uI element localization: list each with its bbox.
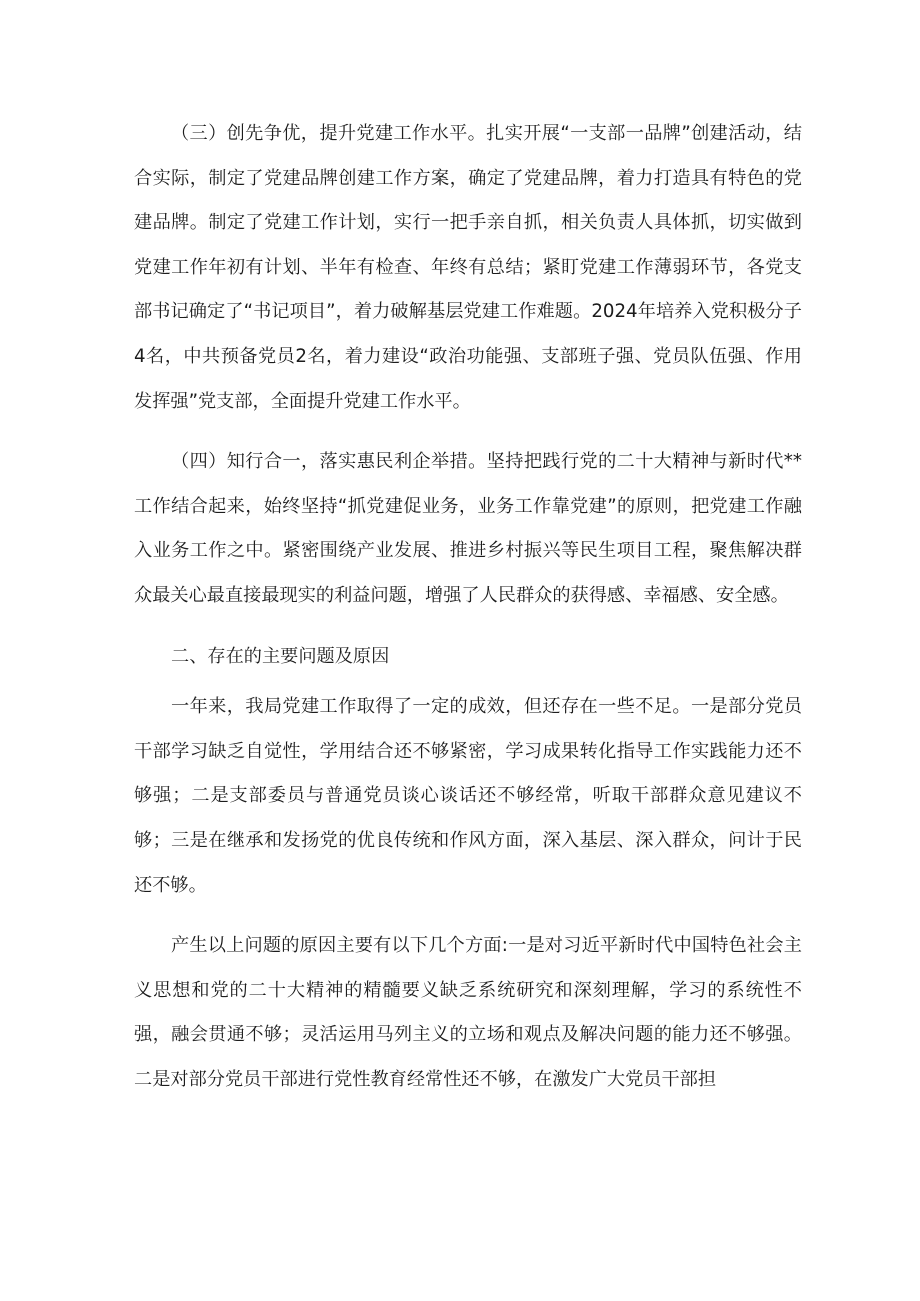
document-body [134, 112, 802, 1118]
section-heading-problems: 二、存在的主要问题及原因 [171, 645, 390, 667]
paragraph-section-3: （三）创先争优，提升党建工作水平。扎实开展“一支部一品牌”创建活动，结合实际，制定了党建品牌创建工作方案，确定了党建品牌，着力打造具有特色的党建品牌。制定了党建工作计划，实行一把手亲自抓，相关负责人具体抓，切实做到党建工作年初有计划、半年有检查、年终有总结；紧盯党建工作薄弱环节，各党支部书记确定了“书记项目”，着力破解基层党建工作难题。2024年培养入党积极分子4名，中共预备党员2名，着力建设“政治功能强、支部班子强、党员队伍强、作用发挥强”党支部，全面提升党建工作水平。 [134, 123, 802, 412]
paragraph-problems: 一年来，我局党建工作取得了一定的成效，但还存在一些不足。一是部分党员干部学习缺乏自觉性，学用结合还不够紧密，学习成果转化指导工作实践能力还不够强；二是支部委员与普通党员谈心谈话还不够经常，听取干部群众意见建议不够；三是在继承和发扬党的优良传统和作风方面，深入基层、深入群众，问计于民还不够。 [134, 696, 802, 896]
paragraph-section-4: （四）知行合一，落实惠民利企举措。坚持把践行党的二十大精神与新时代**工作结合起来，始终坚持“抓党建促业务，业务工作靠党建”的原则，把党建工作融入业务工作之中。紧密围绕产业发展、推进乡村振兴等民生项目工程，聚焦解决群众最关心最直接最现实的利益问题，增强了人民群众的获得感、幸福感、安全感。 [134, 451, 802, 606]
paragraph-causes: 产生以上问题的原因主要有以下几个方面:一是对习近平新时代中国特色社会主义思想和党的二十大精神的精髓要义缺乏系统研究和深刻理解，学习的系统性不强，融会贯通不够；灵活运用马列主义的立场和观点及解决问题的能力还不够强。二是对部分党员干部进行党性教育经常性还不够，在激发广大党员干部担 [134, 935, 802, 1090]
